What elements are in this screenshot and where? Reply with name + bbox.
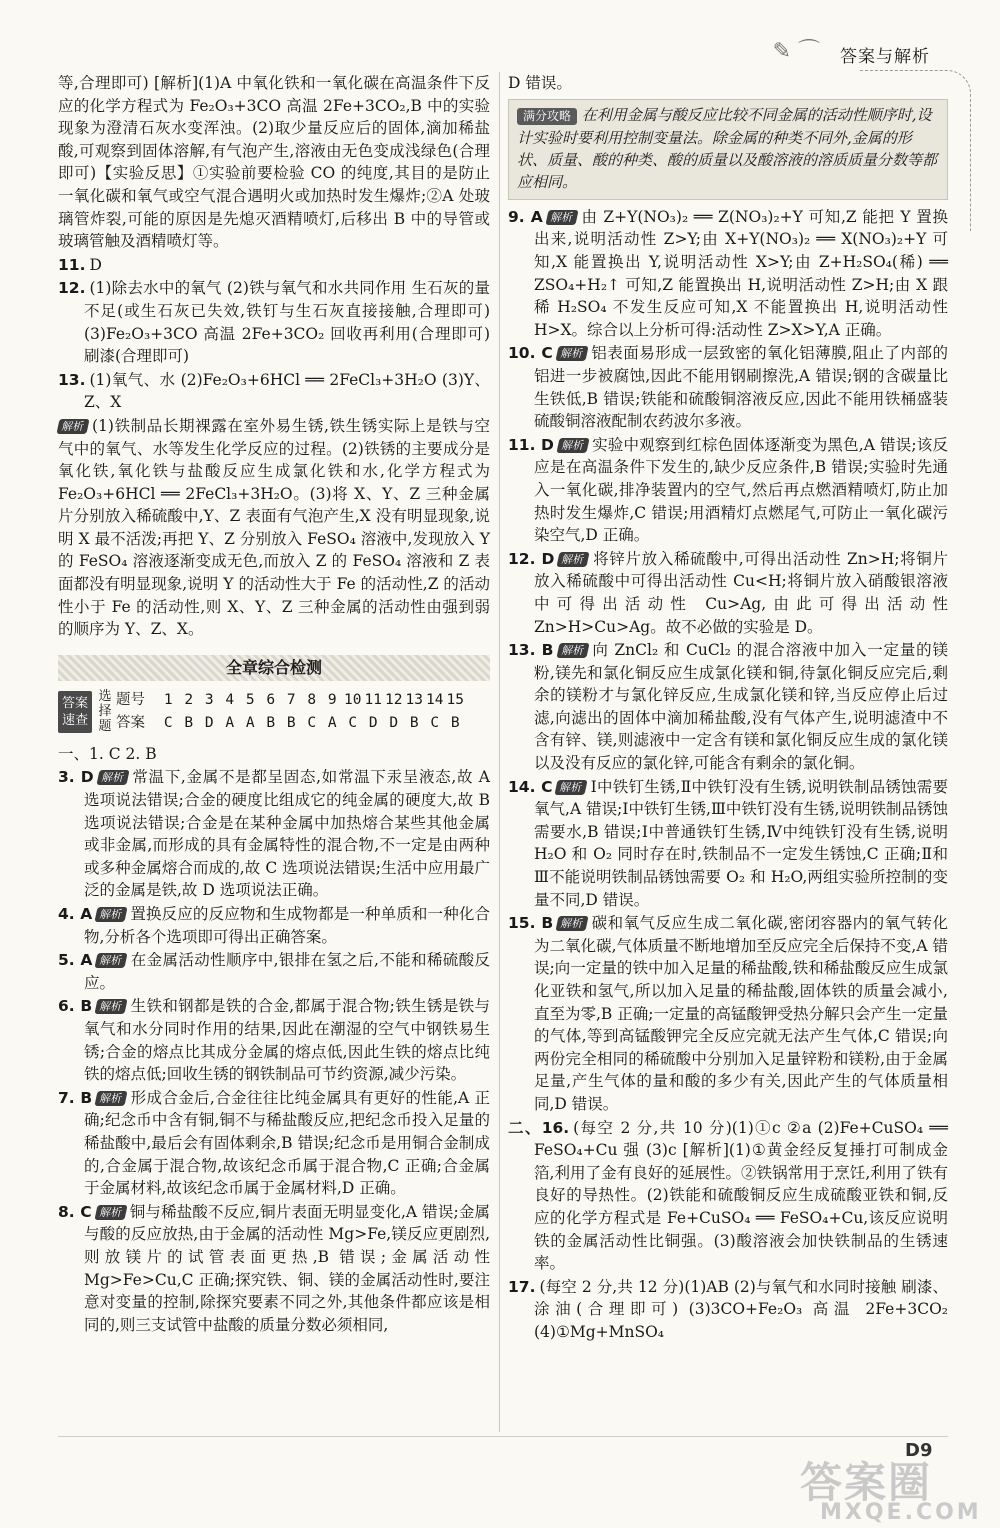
question-9: [508, 206, 948, 342]
question-number: 11.: [58, 255, 86, 274]
tip-title: 满分攻略: [517, 108, 577, 125]
question-analysis: 由 Z+Y(NO₃)₂ ══ Z(NO₃)₂+Y 可知,Z 能把 Y 置换出来,说明活动性 Z>Y;由 X+Y(NO₃)₂ ══ X(NO₃)₂+Y 可知,X 能置换出 Y,说明活动性 X>Y;由 Z+H₂SO₄(稀) ══ ZSO₄+H₂↑ 可知,Z 能置换出 H,说明活动性 Z>H;由 X 跟稀 H₂SO₄ 不发生反应可知,X 不能置换出 H,说明活动性 H>X。综合以上分析可得:活动性 Z>X>Y,A 正确。: [534, 207, 948, 339]
analysis-tag: 解析: [95, 1091, 128, 1106]
question-number: 4. A: [58, 905, 93, 923]
question-analysis: 向 ZnCl₂ 和 CuCl₂ 的混合溶液中加入一定量的镁粉,镁先和氯化铜反应生成氯化镁和铜,待氯化铜反应完后,剩余的镁粉才与氯化锌反应,生成氯化镁和锌,当反应停止后过滤,向滤出的固体中滴加稀盐酸,没有气体产生,说明滤渣中不含有锌、镁,则滤液中一定含有镁和氯化铜反应生成的氯化镁以及没有反应的氯化锌,可能含有剩余的氯化铜。: [534, 641, 948, 773]
analysis-tag: 解析: [545, 210, 578, 225]
doodle-icon: ✎ ⌒: [772, 39, 820, 64]
answer-number-cell: 5: [245, 691, 255, 708]
left-column: [58, 72, 490, 1337]
watermark-url: MXQE.COM: [820, 1500, 982, 1525]
question-analysis: 铝表面易形成一层致密的氧化铝薄膜,阻止了内部的铝进一步被腐蚀,因此不能用钢刷擦洗,A 错误;钢的含碳量比生铁低,B 错误;铁能和硫酸铜溶液反应,因此不能用铁桶盛装硫酸铜溶液配制农药波尔多液。: [534, 344, 948, 431]
analysis-tag: 解析: [95, 999, 128, 1014]
answer-letter-cell: C: [163, 714, 173, 731]
answer-number-cell: 10: [344, 691, 362, 708]
answer-letter-cell: D: [204, 714, 214, 731]
answer-letter-row: [116, 712, 466, 735]
question-number: 6. B: [58, 997, 93, 1016]
footer-divider: [58, 1436, 948, 1437]
question-number: 12.: [58, 279, 86, 298]
questions-1-2: 一、1. C 2. B: [58, 744, 157, 763]
answer-letter-cell: B: [286, 714, 296, 731]
analysis-tag: 解析: [556, 916, 589, 931]
answer-number-cell: 15: [446, 691, 464, 708]
answer-letter-cell: B: [184, 714, 194, 731]
question-analysis: Ⅰ中铁钉生锈,Ⅱ中铁钉没有生锈,说明铁制品锈蚀需要氧气,A 错误;Ⅰ中铁钉生锈,Ⅲ中铁钉没有生锈,说明铁制品锈蚀需要水,B 错误;Ⅰ中普通铁钉生锈,Ⅳ中纯铁钉没有生锈,说明 H₂O 和 O₂ 同时存在时,铁制品不一定发生锈蚀,C 正确;Ⅱ和Ⅲ不能说明铁制品锈蚀需要 O₂ 和 H₂O,两组实验所控制的变量不同,D 错误。: [534, 777, 948, 909]
analysis-tag: 解析: [557, 552, 590, 567]
question-answer: (每空 2 分,共 12 分)(1)AB (2)与氧气和水同时接触 刷漆、涂油(合理即可) (3)3CO+Fe₂O₃ 高温 2Fe+3CO₂ (4)①Mg+MnSO₄: [534, 1277, 948, 1341]
question-number: 13. B: [508, 641, 554, 660]
analysis-tag: 解析: [94, 1205, 127, 1220]
question-13: [58, 369, 490, 414]
question-number: 10. C: [508, 344, 553, 363]
answer-number-cell: 7: [286, 691, 296, 708]
question-analysis: 生铁和钢都是铁的合金,都属于混合物;铁生锈是铁与氧气和水分同时作用的结果,因此在潮湿的空气中钢铁易生锈;合金的熔点比其成分金属的熔点低,因此生铁的熔点比纯铁的熔点低;回收生锈的钢铁制品可节约资源,减少污染。: [84, 997, 490, 1084]
question-analysis: 置换反应的反应物和生成物都是一种单质和一种化合物,分析各个选项即可得出正确答案。: [84, 905, 490, 946]
question-6: [58, 995, 490, 1085]
answer-letter-cell: B: [266, 714, 276, 731]
question-number: 9. A: [508, 207, 543, 226]
question-analysis: 在金属活动性顺序中,银排在氢之后,不能和稀硫酸反应。: [84, 951, 490, 992]
answer-number-cell: 8: [307, 691, 317, 708]
question-answer: (每空 2 分,共 10 分)(1)①c ②a (2)Fe+CuSO₄ ══ FeSO₄+Cu 强 (3)c [解析](1)①黄金经反复捶打可制成金箔,利用了金有良好的延展性。②铁锅常用于烹饪,利用了铁有良好的导热性。(2)铁能和硫酸铜反应生成硫酸亚铁和铜,反应的化学方程式是 Fe+CuSO₄ ══ FeSO₄+Cu,该反应说明铁的金属活动性比铜强。(3)酸溶液会加快铁制品的生锈速率。: [534, 1118, 948, 1273]
question-14: [508, 776, 948, 912]
question-number: 5. A: [58, 951, 93, 970]
answer-number-cell: 11: [364, 691, 382, 708]
analysis-tag: 解析: [95, 953, 128, 968]
analysis-tag: 解析: [96, 770, 129, 785]
analysis-tag: 解析: [555, 780, 588, 795]
answer-letter-cell: C: [430, 714, 440, 731]
answer-letter-cell: A: [225, 714, 235, 731]
analysis-tag: 解析: [556, 438, 589, 453]
answer-number-cell: 1: [163, 691, 173, 708]
question-15: [508, 912, 948, 1115]
tip-box: [508, 99, 948, 200]
question-8: [58, 1201, 490, 1337]
answer-number-cell: 3: [204, 691, 214, 708]
answer-letter-cell: B: [409, 714, 419, 731]
column-divider: [499, 72, 500, 1432]
page-number: D9: [905, 1440, 933, 1461]
analysis-tag: 解析: [556, 643, 589, 658]
answer-letter-cell: D: [368, 714, 378, 731]
question-answer: (1)除去水中的氧气 (2)铁与氧气和水共同作用 生石灰的量不足(或生石灰已失效,铁钉与生石灰直接接触,合理即可) (3)Fe₂O₃+3CO 高温 2Fe+3CO₂ 回收再利用(合理即可) 刷漆(合理即可): [84, 279, 490, 366]
question-7: [58, 1087, 490, 1200]
answer-number-cell: 13: [405, 691, 423, 708]
answer-grid: [116, 689, 466, 735]
right-continuation: D 错误。: [508, 74, 572, 92]
question-analysis: 常温下,金属不是都呈固态,如常温下汞呈液态,故 A 选项说法错误;合金的硬度比组成它的纯金属的硬度大,故 B 选项说法错误;合金是在某种金属中加热熔合某些其他金属或非金属,而形成的具有金属特性的混合物,不一定是由两种或多种金属熔合而成的,故 C 选项说法错误;生活中应用最广泛的金属是铁,故 D 选项说法正确。: [84, 768, 491, 900]
answer-number-cell: 9: [327, 691, 337, 708]
page-header-title: 答案与解析: [840, 47, 930, 67]
question-number: 17.: [508, 1277, 536, 1296]
row-label: 答案: [116, 714, 145, 731]
question-number: 二、16.: [508, 1118, 570, 1137]
analysis-text: (1)铁制品长期裸露在室外易生锈,铁生锈实际上是铁与空气中的氧气、水等发生化学反应的过程。(2)铁锈的主要成分是氧化铁,氧化铁与盐酸反应生成氯化铁和水,化学方程式为 Fe₂O₃+6HCl ══ 2FeCl₃+3H₂O。(3)将 X、Y、Z 三种金属片分别放入稀硫酸中,Y、Z 表面有气泡产生,X 没有明显现象,说明 X 最不活泼;再把 Y、Z 分别放入 FeSO₄ 溶液中,发现放入 Y 的 FeSO₄ 溶液逐渐变成无色,而放入 Z 的 FeSO₄ 溶液和 Z 表面都没有明显现象,说明 Y 的活动性大于 Fe 的活动性,Z 的活动性小于 Fe 的活动性,则 X、Y、Z 三种金属的活动性由强到弱的顺序为 Y、Z、X。: [58, 416, 490, 639]
left-continuation: 等,合理即可) [解析](1)A 中氧化铁和一氧化碳在高温条件下反应的化学方程式为 Fe₂O₃+3CO 高温 2Fe+3CO₂,B 中的实验现象为澄清石灰水变浑浊。(2)取少量反应后的固体,滴加稀盐酸,可观察到固体溶解,有气泡产生,溶液由无色变成浅绿色(合理即可)【实验反思】①实验前要检验 CO 的纯度,其目的是防止一氧化碳和氧气或空气混合遇明火或加热时发生爆炸;②A 处玻璃管炸裂,可能的原因是先熄灭酒精喷灯,后移出 B 中的导管或玻璃管触及酒精喷灯等。: [58, 74, 490, 251]
row-label: 题号: [116, 691, 145, 708]
answer-letter-cell: C: [307, 714, 317, 731]
question-17: [508, 1276, 948, 1344]
answer-side-label: 选择题: [98, 689, 112, 735]
quick-answer-table: [58, 689, 490, 735]
question-analysis: 碳和氧气反应生成二氧化碳,密闭容器内的氧气转化为二氧化碳,气体质量不断地增加至反应完全后保持不变,A 错误;向一定量的铁中加入足量的稀盐酸,铁和稀盐酸反应生成氯化亚铁和氢气,所以加入足量的稀盐酸,固体铁的质量会减小,直至为零,B 正确;一定量的高锰酸钾受热分解只会产生一定量的气体,等到高锰酸钾完全反应完就无法产生气体,C 错误;向两份完全相同的稀硫酸中分别加入足量锌粉和镁粉,由于金属足量,产生气体的量和酸的多少有关,因此产生的气体质量相同,D 错误。: [534, 914, 949, 1113]
question-analysis: 形成合金后,合金往往比纯金属具有更好的性能,A 正确;纪念币中含有铜,铜不与稀盐酸反应,把纪念币投入足量的稀盐酸中,最后会有固体剩余,B 错误;纪念币是用铜合金制成的,合金属于混合物,故该纪念币属于混合物,C 正确;合金属于金属材料,故该纪念币属于金属材料,D 正确。: [84, 1088, 490, 1198]
answer-number-cell: 12: [385, 691, 403, 708]
right-column: [508, 72, 948, 1345]
question-12: [58, 277, 490, 367]
question-number: 3. D: [58, 768, 94, 787]
question-12-r: [508, 548, 948, 638]
analysis-tag: 解析: [95, 907, 128, 922]
answer-letter-cell: A: [327, 714, 337, 731]
section-title: 全章综合检测: [58, 655, 490, 681]
answer-number-cell: 14: [426, 691, 444, 708]
answer-badge: 答案速查: [58, 691, 92, 733]
question-5: [58, 949, 490, 994]
analysis-tag: 解析: [56, 419, 89, 434]
tip-text: 在利用金属与酸反应比较不同金属的活动性顺序时,设计实验时要利用控制变量法。除金属的种类不同外,金属的形状、质量、酸的种类、酸的质量以及酸溶液的溶质质量分数等都应相同。: [517, 105, 938, 192]
question-4: [58, 903, 490, 948]
answer-number-cell: 4: [225, 691, 235, 708]
answer-number-cell: 2: [184, 691, 194, 708]
answer-letter-cell: A: [245, 714, 255, 731]
question-number: 11. D: [508, 435, 554, 454]
question-16: [508, 1117, 948, 1275]
question-11-r: [508, 434, 948, 547]
question-10: [508, 342, 948, 432]
answer-letter-cell: D: [389, 714, 399, 731]
question-analysis: 将锌片放入稀硫酸中,可得出活动性 Zn>H;将铜片放入稀硫酸中可得出活动性 Cu<H;将铜片放入硝酸银溶液中可得出活动性 Cu>Ag,由此可得出活动性 Zn>H>Cu>Ag。故不必做的实验是 D。: [534, 549, 948, 636]
question-number: 12. D: [508, 549, 555, 568]
question-number: 14. C: [508, 777, 553, 796]
answer-letter-cell: B: [450, 714, 460, 731]
question-number: 8. C: [58, 1202, 92, 1221]
question-answer: (1)氧气、水 (2)Fe₂O₃+6HCl ══ 2FeCl₃+3H₂O (3)Y、Z、X: [84, 370, 490, 412]
question-analysis: 实验中观察到红棕色固体逐渐变为黑色,A 错误;该反应是在高温条件下发生的,缺少反应条件,B 错误;实验时先通入一氧化碳,排净装置内的空气,然后再点燃酒精喷灯,防止加热时发生爆炸,C 错误;用酒精灯点燃尾气,可防止一氧化碳污染空气,D 正确。: [534, 435, 948, 545]
question-number: 7. B: [58, 1088, 93, 1107]
question-13-r: [508, 639, 948, 775]
question-3: [58, 766, 490, 902]
question-number: 13.: [58, 370, 86, 389]
answer-number-cell: 6: [266, 691, 276, 708]
question-11: [58, 254, 490, 277]
watermark-logo: 答案圈: [800, 1458, 933, 1507]
question-answer: D: [89, 255, 102, 274]
question-number: 15. B: [508, 914, 554, 933]
answer-letter-cell: C: [348, 714, 358, 731]
question-analysis: 铜与稀盐酸不反应,铜片表面无明显变化,A 错误;金属与酸的反应放热,由于金属的活动性 Mg>Fe,镁反应更剧烈,则放镁片的试管表面更热,B 错误;金属活动性 Mg>Fe>Cu,C 正确;探究铁、铜、镁的金属活动性时,要注意对变量的控制,除探究要素不同之外,其他条件都应该是相同的,则三支试管中盐酸的质量分数必须相同,: [84, 1202, 490, 1334]
analysis-tag: 解析: [555, 346, 588, 361]
question-13-analysis: [58, 415, 490, 641]
answer-number-row: [116, 689, 466, 712]
